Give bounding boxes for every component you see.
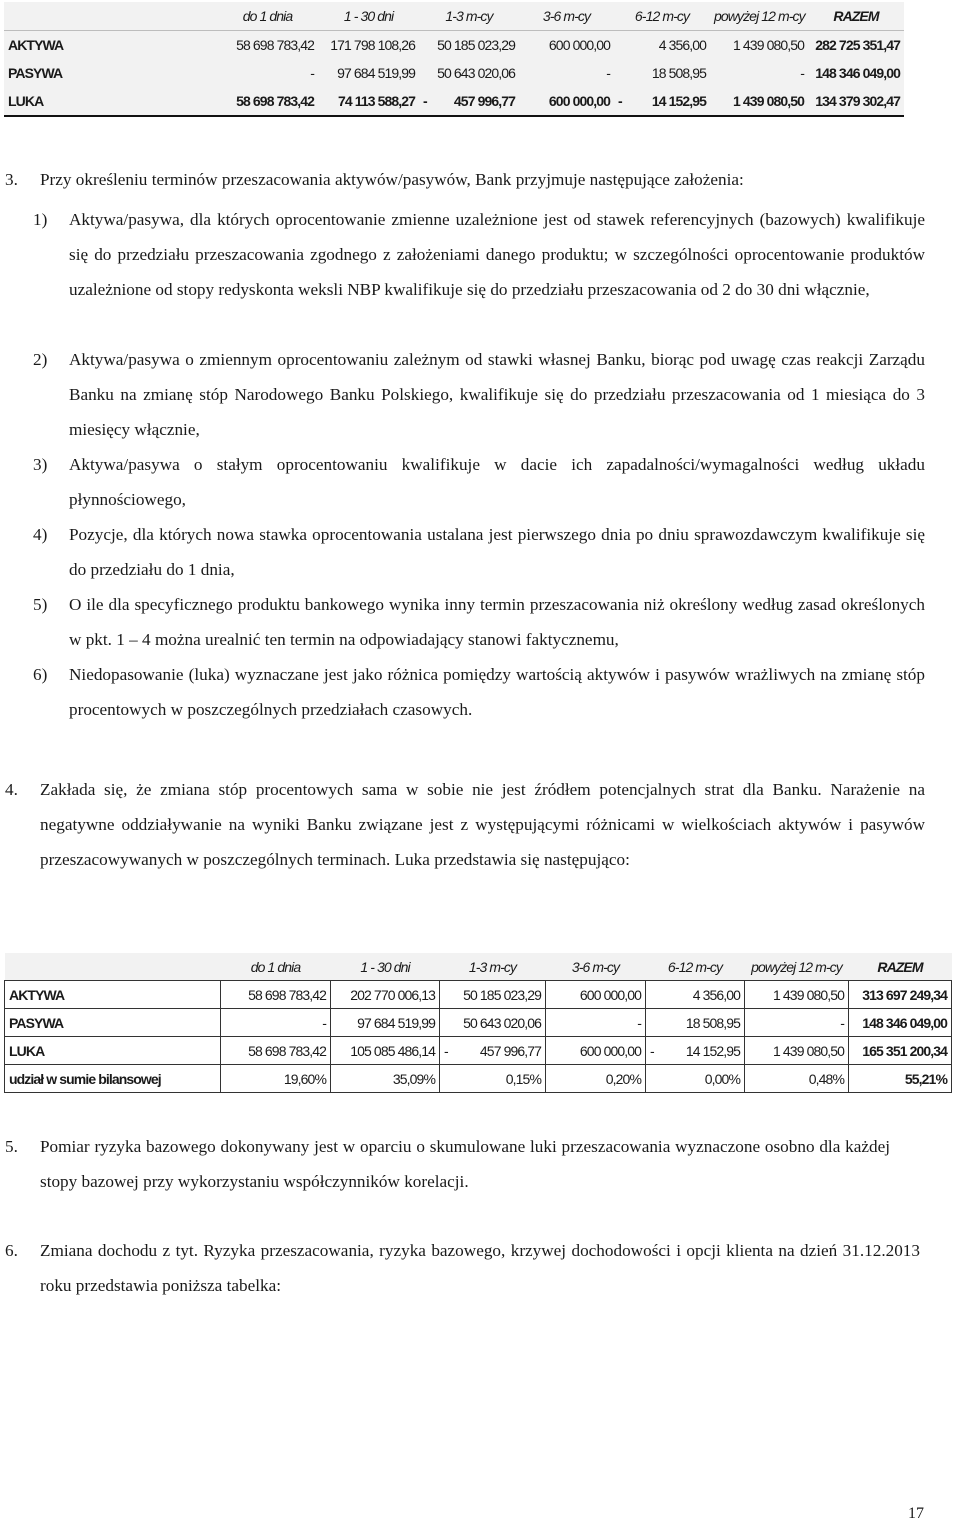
value-cell: 18 508,95 [646,1009,745,1037]
header-cell-total: RAZEM [808,2,904,31]
value-cell: 171 798 108,26 [330,37,415,53]
header-cell: 3-6 m-cy [519,2,614,31]
value-cell: 1 439 080,50 [733,37,804,53]
header-cell [5,953,221,981]
value-cell [440,1037,546,1065]
value-cell: 4 356,00 [646,981,745,1009]
list-number: 1) [33,210,48,229]
value-cell: 1 439 080,50 [710,87,808,116]
section-intro: Przy określeniu terminów przeszacowania aktywów/pasywów, Bank przyjmuje następujące założenia: [40,170,744,189]
header-cell [4,2,217,31]
value-cell: 35,09% [331,1065,440,1093]
section-number: 4. [5,780,18,799]
header-cell: 1 - 30 dni [318,2,419,31]
value-cell [646,1037,745,1065]
section-text: Zakłada się, że zmiana stóp procentowych sama w sobie nie jest źródłem potencjalnych strat dla Banku. Narażenie na negatywne oddziaływanie na wyniki Banku związane jest z występującymi różnicami w wielkościach aktywów i pasywów przeszacowywanych w poszczególnych terminach. Luka przedstawia się następująco: [40,780,925,869]
list-item-text: Pozycje, dla których nowa stawka oprocentowania ustalana jest pierwszego dnia po dniu sprawozdawczym kwalifikuje się do przedziału do 1 dnia, [69,525,925,579]
negative-sign: - [650,1042,654,1059]
value-cell: - [745,1009,849,1037]
header-cell-total: RAZEM [849,953,952,981]
total-cell: 282 725 351,47 [815,37,900,53]
header-cell: 1-3 m-cy [440,953,546,981]
value-cell: - [310,65,314,81]
value-cell: 50 643 020,06 [440,1009,546,1037]
header-cell: do 1 dnia [221,953,331,981]
value-cell: 74 113 588,27 [318,87,419,116]
value-cell: 18 508,95 [651,65,706,81]
list-number: 3) [33,455,48,474]
value-cell: 202 770 006,13 [331,981,440,1009]
value-cell [614,87,710,116]
row-label: LUKA [4,87,217,116]
value-cell: 0,20% [546,1065,646,1093]
gap-table-2 [4,953,952,1093]
value-cell: 97 684 519,99 [337,65,415,81]
row-label: AKTYWA [8,37,64,53]
value-cell: 600 000,00 [519,87,614,116]
list-item-text: Aktywa/pasywa o zmiennym oprocentowaniu zależnym od stawki własnej Banku, biorąc pod uwagę czas reakcji Zarządu Banku na zmianę stóp Narodowego Banku Polskiego, kwalifikuje się do przedziału przeszacowania od 1 miesiąca do 3 miesięcy włącznie, [69,350,925,439]
list-number: 6) [33,665,48,684]
value-cell: 600 000,00 [548,37,610,53]
table-row [5,981,952,1009]
value-cell: 50 185 023,29 [440,981,546,1009]
total-cell: 148 346 049,00 [815,65,900,81]
section-text: Zmiana dochodu z tyt. Ryzyka przeszacowania, ryzyka bazowego, krzywej dochodowości i opcji klienta na dzień 31.12.2013 roku przedstawia poniższa tabelka: [40,1241,920,1295]
header-cell: 3-6 m-cy [546,953,646,981]
value-text: 14 152,95 [685,1042,740,1059]
header-cell: 1-3 m-cy [419,2,519,31]
value-cell: 97 684 519,99 [331,1009,440,1037]
value-cell: - [221,1009,331,1037]
total-cell: 165 351 200,34 [849,1037,952,1065]
header-cell: powyżej 12 m-cy [710,2,808,31]
table-row [5,1037,952,1065]
total-cell: 148 346 049,00 [849,1009,952,1037]
negative-sign: - [618,93,622,109]
table-header-row [4,2,904,31]
value-cell: 58 698 783,42 [236,37,314,53]
value-cell: - [800,65,804,81]
table-row [5,1065,952,1093]
gap-table-1 [4,2,904,117]
value-cell [419,87,519,116]
row-label: udział w sumie bilansowej [5,1065,221,1093]
total-cell: 55,21% [849,1065,952,1093]
value-cell: 1 439 080,50 [745,1037,849,1065]
value-cell: 4 356,00 [658,37,706,53]
header-cell: 1 - 30 dni [331,953,440,981]
row-label: LUKA [5,1037,221,1065]
total-cell: 313 697 249,34 [849,981,952,1009]
value-cell: 50 643 020,06 [437,65,515,81]
section-number: 5. [5,1137,18,1156]
value-cell: 19,60% [221,1065,331,1093]
total-cell: 134 379 302,47 [808,87,904,116]
value-cell: 600 000,00 [546,981,646,1009]
value-cell: 58 698 783,42 [221,1037,331,1065]
value-cell: - [546,1009,646,1037]
header-cell: 6-12 m-cy [646,953,745,981]
value-cell: 58 698 783,42 [217,87,318,116]
list-number: 5) [33,595,48,614]
list-item-text: O ile dla specyficznego produktu bankowego wynika inny termin przeszacowania niż określony według zasad określonych w pkt. 1 – 4 można urealnić ten termin na odpowiadający stanowi faktycznemu, [69,595,925,649]
value-cell: 1 439 080,50 [745,981,849,1009]
list-item-text: Niedopasowanie (luka) wyznaczane jest jako różnica pomiędzy wartością aktywów i pasywów wrażliwych na zmianę stóp procentowych w poszczególnych przedziałach czasowych. [69,665,925,719]
section-number: 3. [5,170,18,189]
table-row [4,31,904,60]
value-cell: - [606,65,610,81]
list-number: 4) [33,525,48,544]
value-cell: 50 185 023,29 [437,37,515,53]
value-cell: 0,00% [646,1065,745,1093]
value-text: 14 152,95 [651,93,706,109]
header-cell: powyżej 12 m-cy [745,953,849,981]
section-text: Pomiar ryzyka bazowego dokonywany jest w oparciu o skumulowane luki przeszacowania wyznaczone osobno dla każdej stopy bazowej przy wykorzystaniu współczynników korelacji. [40,1137,890,1191]
list-number: 2) [33,350,48,369]
value-cell: 105 085 486,14 [331,1037,440,1065]
row-label: PASYWA [8,65,63,81]
table-row [5,1009,952,1037]
table-row [4,87,904,116]
list-item-text: Aktywa/pasywa, dla których oprocentowanie zmienne uzależnione jest od stawek referencyjnych (bazowych) kwalifikuje się do przedziału przeszacowania zgodnego z założeniami danego produktu; w szczególności oprocentowanie produktów uzależnione od stopy redyskonta weksli NBP kwalifikuje się do przedziału przeszacowania od 2 do 30 dni włącznie, [69,210,925,299]
value-text: 457 996,77 [453,93,515,109]
header-cell: 6-12 m-cy [614,2,710,31]
page-number: 17 [908,1505,924,1522]
negative-sign: - [444,1042,448,1059]
header-cell: do 1 dnia [217,2,318,31]
row-label: PASYWA [5,1009,221,1037]
section-number: 6. [5,1241,18,1260]
row-label: AKTYWA [5,981,221,1009]
value-cell: 58 698 783,42 [221,981,331,1009]
list-item-text: Aktywa/pasywa o stałym oprocentowaniu kwalifikuje w dacie ich zapadalności/wymagalności według układu płynnościowego, [69,455,925,509]
value-text: 457 996,77 [479,1042,541,1059]
negative-sign: - [423,93,427,109]
table-header-row [5,953,952,981]
value-cell: 0,48% [745,1065,849,1093]
value-cell: 600 000,00 [546,1037,646,1065]
table-row [4,59,904,87]
value-cell: 0,15% [440,1065,546,1093]
